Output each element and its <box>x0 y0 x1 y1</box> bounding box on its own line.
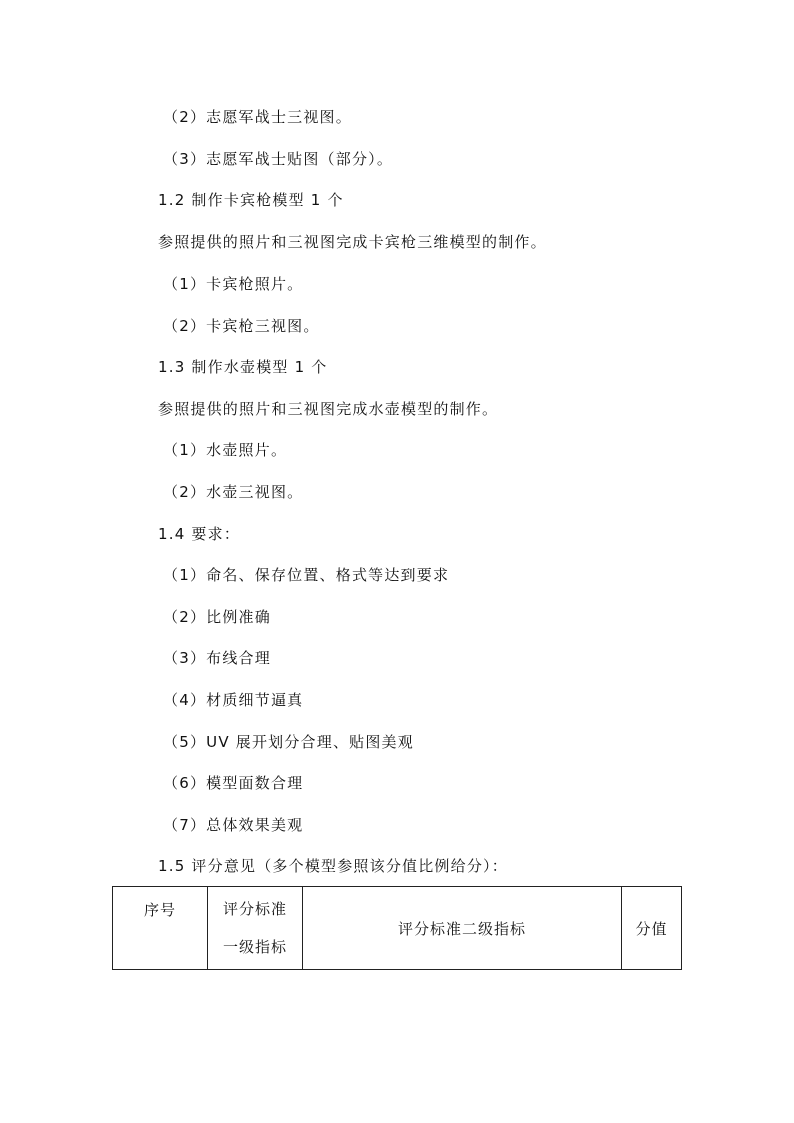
text-line: （2）志愿军战士三视图。 <box>163 108 352 126</box>
section-heading: 1.3 制作水壶模型 1 个 <box>158 358 328 376</box>
text-line: （1）卡宾枪照片。 <box>163 275 304 293</box>
section-heading: 1.5 评分意见（多个模型参照该分值比例给分）： <box>158 857 508 875</box>
header-cell-seq <box>113 887 208 970</box>
header-seq-label: 序号 <box>143 901 176 919</box>
text-line: （2）比例准确 <box>163 608 271 626</box>
text-line: （6）模型面数合理 <box>163 774 304 792</box>
text-line: （5）UV 展开划分合理、贴图美观 <box>163 733 414 751</box>
section-heading: 1.2 制作卡宾枪模型 1 个 <box>158 191 344 209</box>
header-cell-level2 <box>303 887 622 970</box>
text-line: （1）水壶照片。 <box>163 441 288 459</box>
text-line: （1）命名、保存位置、格式等达到要求 <box>163 566 450 584</box>
text-line: （2）水壶三视图。 <box>163 483 304 501</box>
text-line: （3）志愿军战士贴图（部分）。 <box>163 150 394 168</box>
table-header-row <box>113 887 682 970</box>
header-cell-score <box>622 887 682 970</box>
header-cell-level1 <box>208 887 303 970</box>
text-line: 参照提供的照片和三视图完成卡宾枪三维模型的制作。 <box>158 233 547 251</box>
section-heading: 1.4 要求： <box>158 525 241 543</box>
text-line: （2）卡宾枪三视图。 <box>163 317 320 335</box>
header-score-label: 分值 <box>635 919 668 938</box>
text-line: （3）布线合理 <box>163 649 271 667</box>
header-level1-line2: 一级指标 <box>222 938 287 956</box>
header-level2-label: 评分标准二级指标 <box>397 919 526 938</box>
text-line: （4）材质细节逼真 <box>163 691 304 709</box>
text-line: 参照提供的照片和三视图完成水壶模型的制作。 <box>158 400 499 418</box>
scoring-table <box>112 886 682 970</box>
text-line: （7）总体效果美观 <box>163 816 304 834</box>
header-level1-line1: 评分标准 <box>222 900 287 918</box>
